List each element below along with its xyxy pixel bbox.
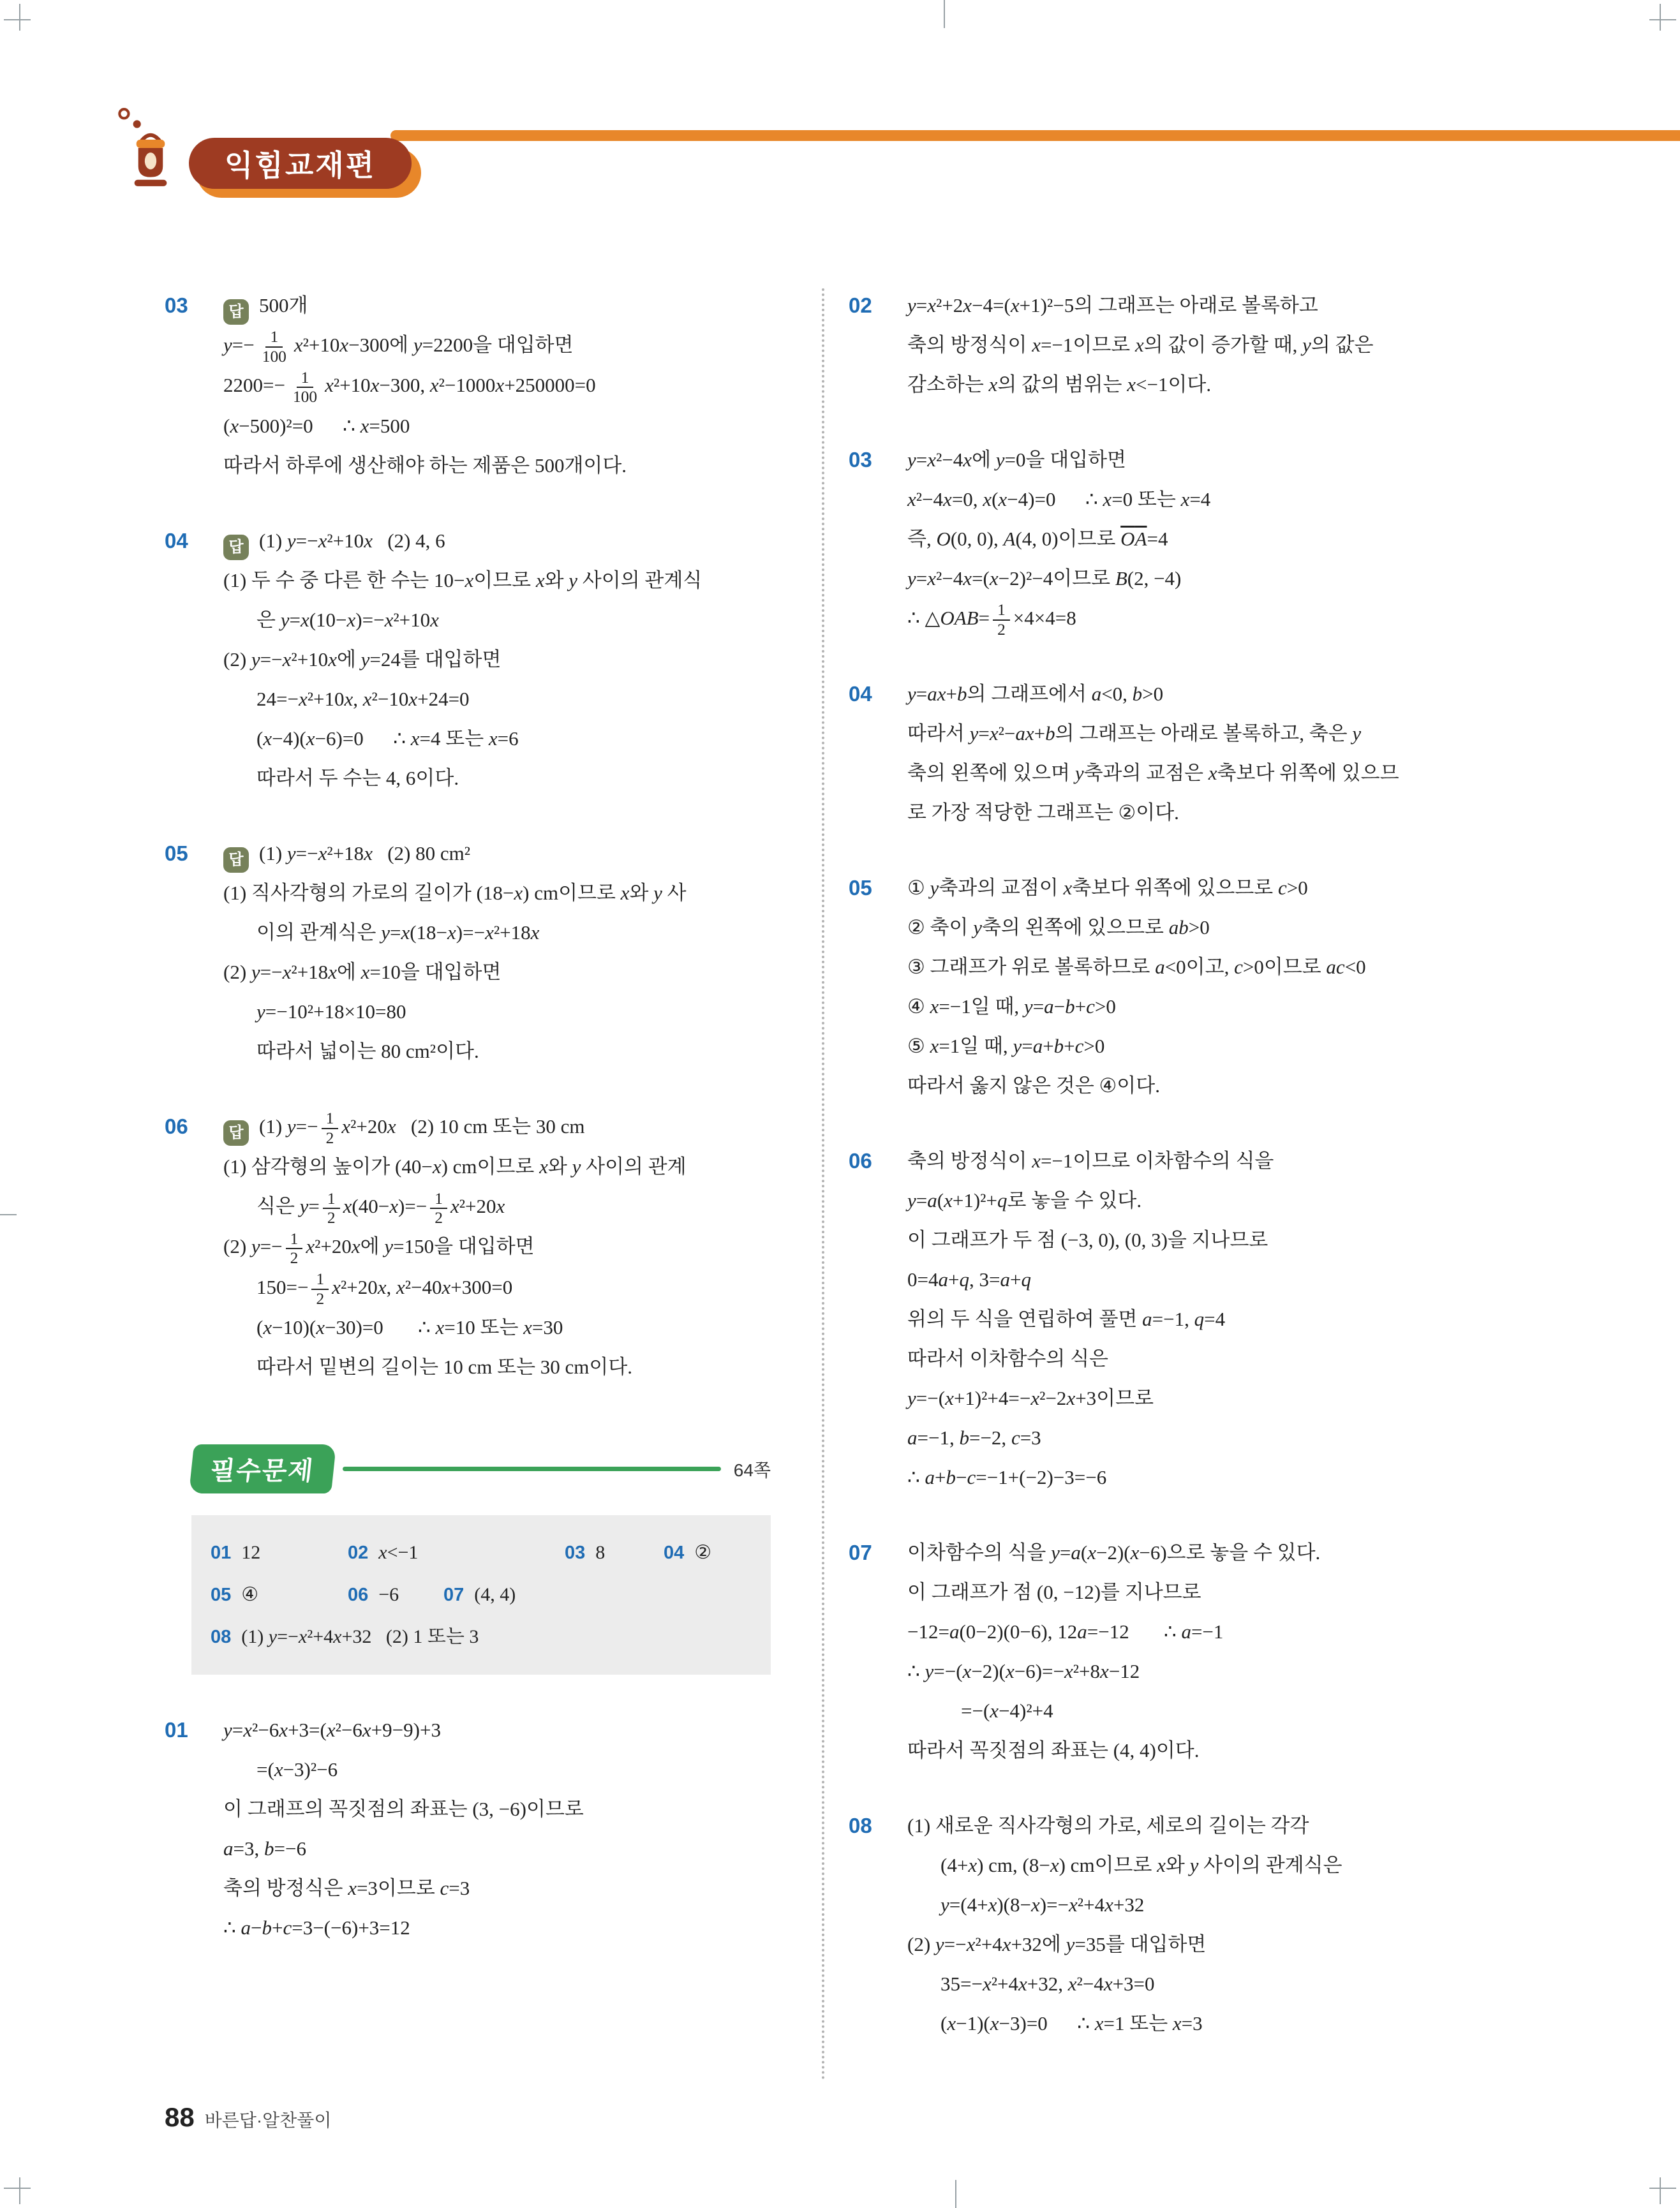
solution-text: 이 그래프가 두 점 (−3, 0), (0, 3)을 지나므로 — [907, 1229, 1268, 1252]
crop-mark — [1649, 2188, 1676, 2189]
answer-number: 08 — [211, 1627, 232, 1648]
answer-item — [348, 1574, 443, 1616]
solution-text: (1) 새로운 직사각형의 가로, 세로의 길이는 각각 — [907, 1814, 1309, 1837]
solution-text: 즉, O(0, 0), A(4, 0)이므로 OA=4 — [907, 528, 1168, 550]
header-bar — [390, 130, 1680, 141]
answer-row — [211, 1574, 752, 1616]
problem-number: 05 — [165, 841, 188, 865]
solution-text: 따라서 이차함수의 식은 — [907, 1347, 1108, 1370]
answer-value: (1) y=−x²+4x+32 (2) 1 또는 3 — [241, 1626, 479, 1648]
solution-text: y=x²−4x에 y=0을 대입하면 — [907, 448, 1126, 471]
solution-text: 150=− $\frac{1}{2}$ x²+20x, x²−40x+300=0 — [256, 1270, 513, 1308]
problem-05 — [849, 868, 1536, 1106]
solution-text: (1) 삼각형의 높이가 (40−x) cm이므로 x와 y 사이의 관계 — [223, 1155, 687, 1178]
solution-line — [907, 1533, 1536, 1573]
problem-solution — [223, 1710, 771, 1948]
solution-text: y=− $\frac{1}{100}$ x²+10x−300에 y=2200을 대입하면 — [223, 328, 574, 366]
solution-text: y=x²+2x−4=(x+1)²−5의 그래프는 아래로 볼록하고 — [907, 294, 1318, 316]
crop-mark — [1660, 2177, 1661, 2204]
solution-line — [907, 1731, 1536, 1770]
solution-text: x²−4x=0, x(x−4)=0 ∴ x=0 또는 x=4 — [907, 488, 1211, 510]
solution-line — [907, 1220, 1536, 1260]
solution-text: (4+x) cm, (8−x) cm이므로 x와 y 사이의 관계식은 — [940, 1854, 1342, 1877]
solution-line — [907, 2004, 1536, 2043]
solution-text: (2) y=−x²+10x에 y=24를 대입하면 — [223, 648, 502, 671]
answer-value: (4, 4) — [474, 1584, 516, 1606]
solution-text: ∴ △OAB= $\frac{1}{2}$ ×4×4=8 — [907, 601, 1076, 639]
solution-text: =−(x−4)²+4 — [961, 1700, 1053, 1723]
answer-item — [211, 1574, 348, 1616]
solution-line — [907, 1925, 1536, 1964]
crop-mark — [4, 2188, 31, 2189]
solution-line — [907, 793, 1536, 833]
solution-line — [907, 559, 1536, 598]
solution-line — [907, 1026, 1536, 1066]
solution-text: 이차함수의 식을 y=a(x−2)(x−6)으로 놓을 수 있다. — [907, 1541, 1321, 1564]
solution-line — [907, 325, 1536, 365]
essential-rule — [343, 1467, 721, 1471]
solution-text: 로 가장 적당한 그래프는 ②이다. — [907, 801, 1179, 824]
page-footer — [165, 2102, 331, 2133]
solution-line — [907, 987, 1536, 1026]
solution-line — [223, 640, 771, 679]
answer-number: 01 — [211, 1543, 232, 1564]
solution-line — [907, 1379, 1536, 1418]
answer-icon: 답 — [223, 1120, 249, 1146]
solution-text: −12=a(0−2)(0−6), 12a=−12 ∴ a=−1 — [907, 1620, 1224, 1643]
solution-text: 은 y=x(10−x)=−x²+10x — [256, 608, 439, 631]
solution-line — [907, 1260, 1536, 1300]
problem-solution — [907, 868, 1536, 1106]
solution-line — [907, 480, 1536, 519]
solution-line — [907, 1964, 1536, 2004]
solution-text: (1) 두 수 중 다른 한 수는 10−x이므로 x와 y 사이의 관계식 — [223, 568, 702, 591]
answer-row — [211, 1532, 752, 1574]
solution-line — [907, 868, 1536, 908]
problem-solution — [223, 521, 771, 798]
solution-text: (1) 직사각형의 가로의 길이가 (18−x) cm이므로 x와 y 사 — [223, 881, 687, 904]
problem-number: 03 — [849, 448, 872, 471]
problem-02 — [849, 286, 1536, 404]
problem-number: 07 — [849, 1541, 872, 1565]
solution-text: (2) y=− $\frac{1}{2}$ x²+20x에 y=150을 대입하면 — [223, 1229, 535, 1268]
page-number: 88 — [165, 2102, 195, 2132]
answer-icon: 답 — [223, 847, 249, 873]
problem-number: 06 — [849, 1149, 872, 1173]
solution-line — [223, 1908, 771, 1948]
problem-01 — [165, 1710, 771, 1948]
solution-line — [223, 1347, 771, 1387]
solution-text: (1) y=− $\frac{1}{2}$ x²+20x (2) 10 cm 또는 30 cm — [259, 1109, 585, 1147]
answer-value: x<−1 — [378, 1542, 419, 1564]
solution-text: 따라서 하루에 생산해야 하는 제품은 500개이다. — [223, 454, 627, 477]
solution-line — [907, 1612, 1536, 1652]
solution-line — [223, 1032, 771, 1071]
crop-mark — [944, 0, 945, 28]
solution-line — [907, 947, 1536, 987]
solution-text: 축의 방정식이 x=−1이므로 이차함수의 식을 — [907, 1150, 1274, 1173]
solution-text: ∴ a−b+c=3−(−6)+3=12 — [223, 1916, 410, 1939]
problem-solution — [907, 286, 1536, 404]
solution-text: 이의 관계식은 y=x(18−x)=−x²+18x — [256, 921, 540, 944]
section-badge: 익힘교재편 — [189, 138, 412, 189]
problem-number: 01 — [165, 1718, 188, 1742]
problem-number: 04 — [849, 682, 872, 706]
solution-line — [907, 1458, 1536, 1497]
solution-text: a=−1, b=−2, c=3 — [907, 1426, 1041, 1449]
solution-line — [907, 714, 1536, 753]
solution-line — [907, 1141, 1536, 1181]
solution-text: 감소하는 x의 값의 범위는 x<−1이다. — [907, 373, 1212, 396]
problem-solution — [223, 286, 771, 485]
crop-mark — [1660, 4, 1661, 31]
answer-icon: 답 — [223, 535, 249, 560]
solution-text: y=(4+x)(8−x)=−x²+4x+32 — [940, 1893, 1145, 1916]
crop-mark — [1649, 19, 1676, 20]
answer-value: ② — [694, 1542, 712, 1564]
problem-06 — [849, 1141, 1536, 1497]
problem-04 — [165, 521, 771, 798]
solution-text: (2) y=−x²+18x에 x=10을 대입하면 — [223, 960, 502, 983]
solution-text: 축의 왼쪽에 있으며 y축과의 교점은 x축보다 위쪽에 있으므 — [907, 762, 1399, 785]
problem-number: 02 — [849, 293, 872, 317]
solution-text: (x−1)(x−3)=0 ∴ x=1 또는 x=3 — [940, 2012, 1203, 2035]
crop-mark — [19, 2177, 20, 2204]
solution-line — [907, 286, 1536, 325]
crop-mark — [19, 4, 20, 31]
footer-label: 바른답·알찬풀이 — [204, 2110, 332, 2130]
solution-text: ③ 그래프가 위로 볼록하므로 a<0이고, c>0이므로 ac<0 — [907, 956, 1366, 979]
solution-line — [907, 1181, 1536, 1220]
problem-solution — [907, 1533, 1536, 1770]
solution-text: (x−500)²=0 ∴ x=500 — [223, 414, 410, 437]
problem-solution — [907, 1141, 1536, 1497]
essential-problems-badge: 필수문제 — [189, 1444, 336, 1493]
solution-line — [907, 1806, 1536, 1846]
solution-text: 축의 방정식이 x=−1이므로 x의 값이 증가할 때, y의 값은 — [907, 334, 1374, 356]
solution-line — [223, 1187, 771, 1227]
crop-mark — [955, 2180, 956, 2208]
solution-line — [907, 1066, 1536, 1106]
solution-line — [223, 992, 771, 1032]
solution-text: (1) y=−x²+18x (2) 80 cm² — [259, 841, 471, 864]
answer-item — [348, 1532, 565, 1574]
solution-line — [223, 1750, 771, 1789]
problem-07 — [849, 1533, 1536, 1770]
solution-text: (x−10)(x−30)=0 ∴ x=10 또는 x=30 — [256, 1316, 563, 1339]
solution-line — [223, 1710, 771, 1750]
solution-text: 따라서 y=x²−ax+b의 그래프는 아래로 볼록하고, 축은 y — [907, 722, 1362, 745]
solution-line — [223, 1268, 771, 1308]
solution-text: a=3, b=−6 — [223, 1837, 306, 1860]
solution-line — [223, 873, 771, 913]
solution-text: 이 그래프가 점 (0, −12)를 지나므로 — [907, 1581, 1201, 1604]
problem-number: 06 — [165, 1114, 188, 1138]
solution-line — [907, 1652, 1536, 1691]
solution-text: y=a(x+1)²+q로 놓을 수 있다. — [907, 1189, 1142, 1212]
solution-line — [907, 519, 1536, 559]
solution-text: ⑤ x=1일 때, y=a+b+c>0 — [907, 1035, 1105, 1058]
right-column — [849, 286, 1536, 2079]
solution-line — [223, 325, 771, 366]
solution-text: 따라서 넓이는 80 cm²이다. — [256, 1039, 479, 1062]
solution-line — [223, 913, 771, 952]
solution-line — [907, 674, 1536, 714]
solution-line — [223, 1147, 771, 1187]
solution-text: 식은 y= $\frac{1}{2}$ x(40−x)=− $\frac{1}{2}$ x²+20x — [256, 1189, 505, 1227]
solution-text: ① y축과의 교점이 x축보다 위쪽에 있으므로 c>0 — [907, 877, 1308, 900]
answer-number: 07 — [443, 1585, 465, 1606]
solution-line — [223, 521, 771, 561]
problem-03 — [165, 286, 771, 485]
answer-number: 02 — [348, 1543, 369, 1564]
answer-number: 03 — [565, 1543, 586, 1564]
solution-line — [907, 598, 1536, 639]
solution-text: y=x²−6x+3=(x²−6x+9−9)+3 — [223, 1719, 441, 1742]
lantern-icon — [115, 101, 186, 191]
problem-05 — [165, 834, 771, 1071]
solution-line — [907, 908, 1536, 947]
answer-item — [443, 1574, 516, 1616]
answer-item — [664, 1532, 711, 1574]
solution-text: ④ x=−1일 때, y=a−b+c>0 — [907, 995, 1116, 1018]
solution-line — [223, 952, 771, 992]
column-divider — [822, 288, 824, 2081]
crop-mark — [4, 19, 31, 20]
solution-line — [223, 1308, 771, 1347]
problem-number: 04 — [165, 528, 188, 552]
solution-text: y=ax+b의 그래프에서 a<0, b>0 — [907, 683, 1164, 706]
crop-mark — [0, 1214, 17, 1215]
solution-line — [223, 1227, 771, 1267]
solution-line — [223, 600, 771, 640]
solution-line — [907, 1885, 1536, 1925]
solution-line — [223, 366, 771, 406]
solution-line — [223, 719, 771, 759]
solution-text: 0=4a+q, 3=a+q — [907, 1268, 1031, 1291]
solution-line — [223, 446, 771, 485]
solution-line — [223, 1107, 771, 1147]
solution-line — [223, 286, 771, 325]
answer-number: 04 — [664, 1543, 685, 1564]
solution-text: 24=−x²+10x, x²−10x+24=0 — [256, 687, 470, 710]
answer-value: 12 — [241, 1542, 261, 1564]
solution-text: 위의 두 식을 연립하여 풀면 a=−1, q=4 — [907, 1308, 1226, 1331]
solution-line — [907, 440, 1536, 480]
solution-text: y=−(x+1)²+4=−x²−2x+3이므로 — [907, 1387, 1154, 1410]
answer-value: −6 — [378, 1584, 399, 1606]
solution-line — [907, 1418, 1536, 1458]
solution-line — [907, 1300, 1536, 1339]
solution-text: =(x−3)²−6 — [256, 1758, 338, 1781]
answer-number: 05 — [211, 1585, 232, 1606]
solution-text: 따라서 옳지 않은 것은 ④이다. — [907, 1074, 1160, 1097]
answer-row — [211, 1616, 752, 1658]
solution-text: 500개 — [259, 294, 308, 316]
essential-problems-header — [191, 1444, 771, 1493]
solution-line — [223, 406, 771, 446]
solution-line — [223, 1829, 771, 1869]
problem-solution — [223, 834, 771, 1071]
solution-line — [907, 365, 1536, 404]
solution-line — [223, 1869, 771, 1908]
solution-line — [907, 753, 1536, 793]
problem-solution — [907, 440, 1536, 639]
solution-line — [223, 1789, 771, 1829]
solution-line — [907, 1573, 1536, 1612]
answer-icon: 답 — [223, 299, 249, 325]
solution-text: ∴ y=−(x−2)(x−6)=−x²+8x−12 — [907, 1660, 1140, 1683]
problem-number: 05 — [849, 876, 872, 900]
answer-summary-box — [191, 1515, 771, 1675]
solution-text: (1) y=−x²+10x (2) 4, 6 — [259, 529, 445, 552]
solution-line — [907, 1691, 1536, 1731]
solution-text: 따라서 꼭짓점의 좌표는 (4, 4)이다. — [907, 1739, 1200, 1762]
solution-line — [223, 679, 771, 719]
solution-text: (2) y=−x²+4x+32에 y=35를 대입하면 — [907, 1933, 1207, 1956]
solution-line — [907, 1846, 1536, 1885]
problem-03 — [849, 440, 1536, 639]
answer-item — [565, 1532, 664, 1574]
page-reference: 64쪽 — [733, 1460, 771, 1480]
solution-text: 따라서 밑변의 길이는 10 cm 또는 30 cm이다. — [256, 1356, 633, 1379]
solution-text: 35=−x²+4x+32, x²−4x+3=0 — [940, 1973, 1155, 1996]
solution-text: y=x²−4x=(x−2)²−4이므로 B(2, −4) — [907, 567, 1182, 589]
problem-solution — [907, 1806, 1536, 2043]
solution-text: 축의 방정식은 x=3이므로 c=3 — [223, 1877, 470, 1900]
solution-text: 2200=− $\frac{1}{100}$ x²+10x−300, x²−1000x+250000=0 — [223, 368, 596, 406]
solution-line — [223, 834, 771, 873]
answer-item — [211, 1532, 348, 1574]
problem-number: 03 — [165, 293, 188, 317]
solution-text: ② 축이 y축의 왼쪽에 있으므로 ab>0 — [907, 916, 1210, 939]
problem-06 — [165, 1107, 771, 1387]
answer-value: ④ — [241, 1584, 259, 1606]
solution-text: y=−10²+18×10=80 — [256, 1000, 406, 1023]
problem-04 — [849, 674, 1536, 833]
answer-value: 8 — [595, 1542, 606, 1564]
problem-number: 08 — [849, 1814, 872, 1838]
problem-08 — [849, 1806, 1536, 2043]
solution-text: 따라서 두 수는 4, 6이다. — [256, 766, 459, 789]
solution-text: ∴ a+b−c=−1+(−2)−3=−6 — [907, 1466, 1107, 1489]
answer-item — [211, 1616, 479, 1658]
problem-solution — [223, 1107, 771, 1387]
left-column — [165, 286, 771, 1983]
solution-text: (x−4)(x−6)=0 ∴ x=4 또는 x=6 — [256, 727, 519, 750]
solution-line — [223, 759, 771, 798]
problem-solution — [907, 674, 1536, 833]
solution-text: 이 그래프의 꼭짓점의 좌표는 (3, −6)이므로 — [223, 1798, 584, 1821]
answer-number: 06 — [348, 1585, 369, 1606]
solution-line — [223, 561, 771, 600]
solution-line — [907, 1339, 1536, 1379]
